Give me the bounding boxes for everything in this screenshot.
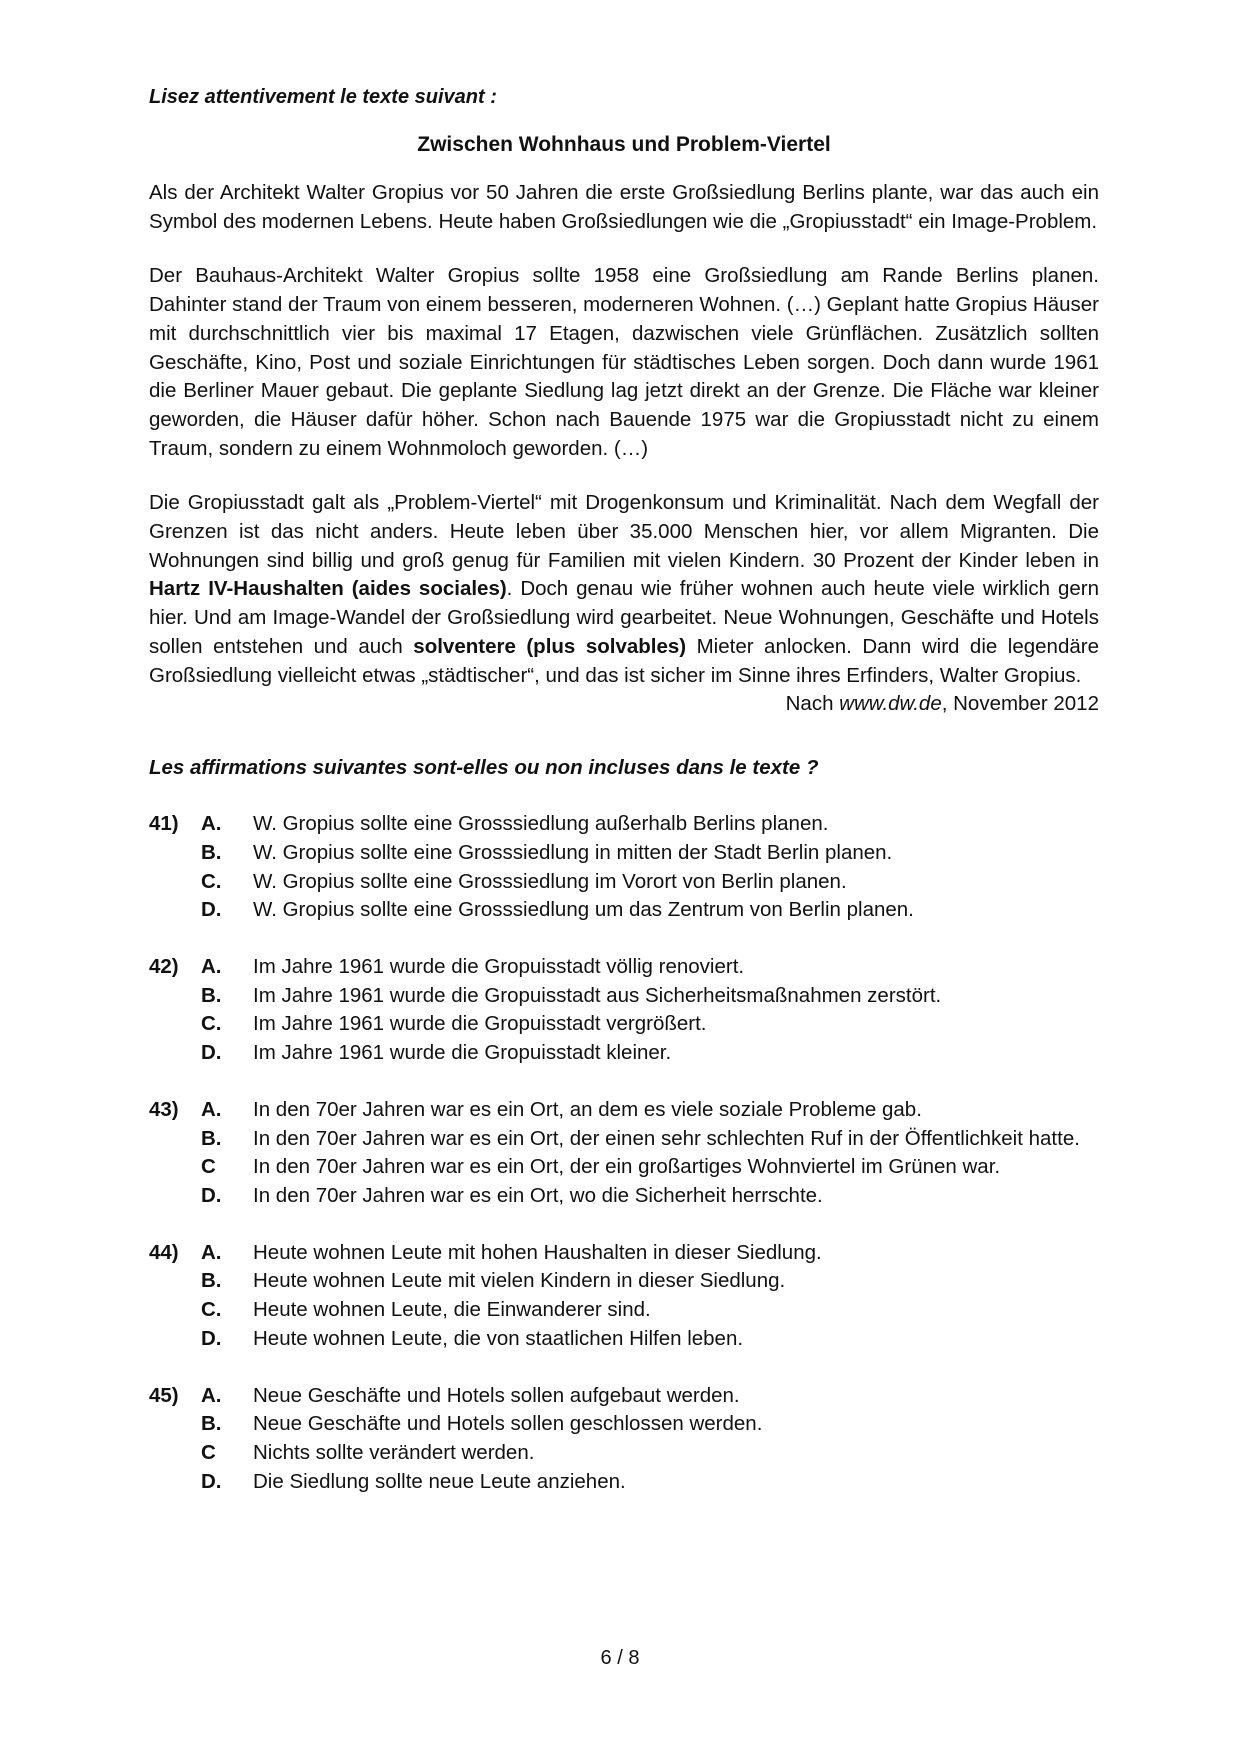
- option-text: W. Gropius sollte eine Grosssiedlung um das Zentrum von Berlin planen.: [253, 898, 914, 922]
- question-42: [149, 953, 1099, 1068]
- option-letter: A.: [201, 1097, 222, 1121]
- option-letter: C: [201, 1155, 216, 1179]
- paragraph-3-bold-solventere: solventere (plus solvables): [413, 634, 687, 658]
- option-text: Neue Geschäfte und Hotels sollen aufgebaut werden.: [253, 1383, 740, 1407]
- paragraph-3-text-c: Mieter anlocken. Dann wird die legendäre Großsiedlung vielleicht etwas „städtischer“, und das ist sicher im Sinne ihres Erfinders, Walter Gropius.: [149, 634, 1099, 687]
- article-paragraph-2: Der Bauhaus-Architekt Walter Gropius sollte 1958 eine Großsiedlung am Rande Berlins planen. Dahinter stand der Traum von einem besseren, moderneren Wohnen. (…) Geplant hatte Gropius Häuser mit durchschnittlich vier bis maximal 17 Etagen, dazwischen viele Grünflächen. Zusätzlich sollten Geschäfte, Kino, Post und soziale Einrichtungen für städtisches Leben sorgen. Doch dann wurde 1961 die Berliner Mauer gebaut. Die geplante Siedlung lag jetzt direkt an der Grenze. Die Fläche war kleiner geworden, die Häuser dafür höher. Schon nach Bauende 1975 war die Gropiusstadt nicht zu einem Traum, sondern zu einem Wohnmoloch geworden. (…): [149, 264, 1099, 460]
- question-number: 42): [149, 955, 179, 979]
- option-row: [149, 1096, 1099, 1125]
- option-letter: D.: [201, 898, 222, 922]
- reading-instruction: Lisez attentivement le texte suivant :: [149, 86, 497, 108]
- option-text: W. Gropius sollte eine Grosssiedlung außerhalb Berlins planen.: [253, 812, 829, 836]
- option-text: Die Siedlung sollte neue Leute anziehen.: [253, 1469, 626, 1493]
- option-letter: A.: [201, 812, 222, 836]
- option-letter: D.: [201, 1183, 222, 1207]
- option-row: [149, 1382, 1099, 1411]
- option-text: Heute wohnen Leute mit vielen Kindern in dieser Siedlung.: [253, 1269, 786, 1293]
- article-paragraph-3: [149, 489, 1099, 690]
- option-letter: A.: [201, 1383, 222, 1407]
- option-letter: C.: [201, 1012, 222, 1036]
- option-row: [149, 1153, 1099, 1182]
- option-row: [149, 1039, 1099, 1068]
- source-site: www.dw.de: [839, 692, 942, 716]
- option-letter: D.: [201, 1041, 222, 1065]
- option-row: [149, 953, 1099, 982]
- paragraph-3-text-a: Die Gropiusstadt galt als „Problem-Viertel“ mit Drogenkonsum und Kriminalität. Nach dem Wegfall der Grenzen ist das nicht anders. Heute leben über 35.000 Menschen hier, vor allem Migranten. Die Wohnungen sind billig und groß genug für Familien mit vielen Kindern. 30 Prozent der Kinder leben in: [149, 491, 1099, 572]
- option-letter: A.: [201, 955, 222, 979]
- option-text: In den 70er Jahren war es ein Ort, wo die Sicherheit herrschte.: [253, 1183, 823, 1207]
- option-row: [149, 1239, 1099, 1268]
- option-row: [149, 1439, 1099, 1468]
- article-title: Zwischen Wohnhaus und Problem-Viertel: [417, 133, 831, 156]
- option-text: W. Gropius sollte eine Grosssiedlung in mitten der Stadt Berlin planen.: [253, 840, 893, 864]
- option-text: W. Gropius sollte eine Grosssiedlung im Vorort von Berlin planen.: [253, 869, 847, 893]
- option-text: Im Jahre 1961 wurde die Gropuisstadt vergrößert.: [253, 1012, 707, 1036]
- option-row: [149, 839, 1099, 868]
- option-letter: C: [201, 1440, 216, 1464]
- option-letter: D.: [201, 1469, 222, 1493]
- question-44: [149, 1239, 1099, 1354]
- paragraph-3-bold-hartz: Hartz IV-Haushalten (aides sociales): [149, 577, 507, 601]
- question-number: 45): [149, 1383, 179, 1407]
- question-instruction: Les affirmations suivantes sont-elles ou non incluses dans le texte ?: [149, 756, 819, 780]
- option-row: [149, 1267, 1099, 1296]
- article-paragraph-1: Als der Architekt Walter Gropius vor 50 Jahren die erste Großsiedlung Berlins plante, war das auch ein Symbol des modernen Lebens. Heute haben Großsiedlungen wie die „Gropiusstadt“ ein Image-Problem.: [149, 181, 1099, 233]
- option-letter: C.: [201, 869, 222, 893]
- source-suffix: , November 2012: [941, 692, 1099, 716]
- option-text: Heute wohnen Leute mit hohen Haushalten in dieser Siedlung.: [253, 1240, 822, 1264]
- option-text: Heute wohnen Leute, die Einwanderer sind.: [253, 1298, 651, 1322]
- option-letter: B.: [201, 1269, 222, 1293]
- option-letter: B.: [201, 1126, 222, 1150]
- option-text: Neue Geschäfte und Hotels sollen geschlossen werden.: [253, 1412, 763, 1436]
- option-row: [149, 1125, 1099, 1154]
- page-number: 6 / 8: [600, 1647, 640, 1669]
- option-text: In den 70er Jahren war es ein Ort, an dem es viele soziale Probleme gab.: [253, 1097, 922, 1121]
- option-row: [149, 896, 1099, 925]
- option-text: Im Jahre 1961 wurde die Gropuisstadt kleiner.: [253, 1041, 672, 1065]
- option-text: Heute wohnen Leute, die von staatlichen Hilfen leben.: [253, 1326, 744, 1350]
- option-row: [149, 982, 1099, 1011]
- option-letter: D.: [201, 1326, 222, 1350]
- option-text: Im Jahre 1961 wurde die Gropuisstadt aus Sicherheitsmaßnahmen zerstört.: [253, 983, 942, 1007]
- option-text: Nichts sollte verändert werden.: [253, 1440, 535, 1464]
- option-row: [149, 868, 1099, 897]
- option-letter: A.: [201, 1240, 222, 1264]
- question-number: 44): [149, 1240, 179, 1264]
- option-text: In den 70er Jahren war es ein Ort, der einen sehr schlechten Ruf in der Öffentlichkeit hatte.: [253, 1126, 1080, 1150]
- option-row: [149, 1410, 1099, 1439]
- document-page: [149, 86, 1099, 1524]
- option-letter: B.: [201, 983, 222, 1007]
- source-prefix: Nach: [785, 692, 840, 716]
- question-41: [149, 810, 1099, 925]
- question-45: [149, 1382, 1099, 1497]
- option-row: [149, 1296, 1099, 1325]
- option-letter: B.: [201, 840, 222, 864]
- article-source: [149, 690, 1099, 718]
- option-text: Im Jahre 1961 wurde die Gropuisstadt völlig renoviert.: [253, 955, 745, 979]
- option-letter: C.: [201, 1298, 222, 1322]
- paragraph-3-text-b: . Doch genau wie früher wohnen auch heute viele wirklich gern hier. Und am Image-Wandel der Großsiedlung wird gearbeitet. Neue Wohnungen, Geschäfte und Hotels sollen entstehen und auch: [149, 577, 1099, 658]
- option-row: [149, 1325, 1099, 1354]
- option-row: [149, 1468, 1099, 1497]
- question-number: 41): [149, 812, 179, 836]
- option-letter: B.: [201, 1412, 222, 1436]
- question-number: 43): [149, 1097, 179, 1121]
- option-row: [149, 1010, 1099, 1039]
- question-43: [149, 1096, 1099, 1211]
- question-list: [149, 810, 1099, 1496]
- option-row: [149, 810, 1099, 839]
- option-row: [149, 1182, 1099, 1211]
- option-text: In den 70er Jahren war es ein Ort, der ein großartiges Wohnviertel im Grünen war.: [253, 1155, 1001, 1179]
